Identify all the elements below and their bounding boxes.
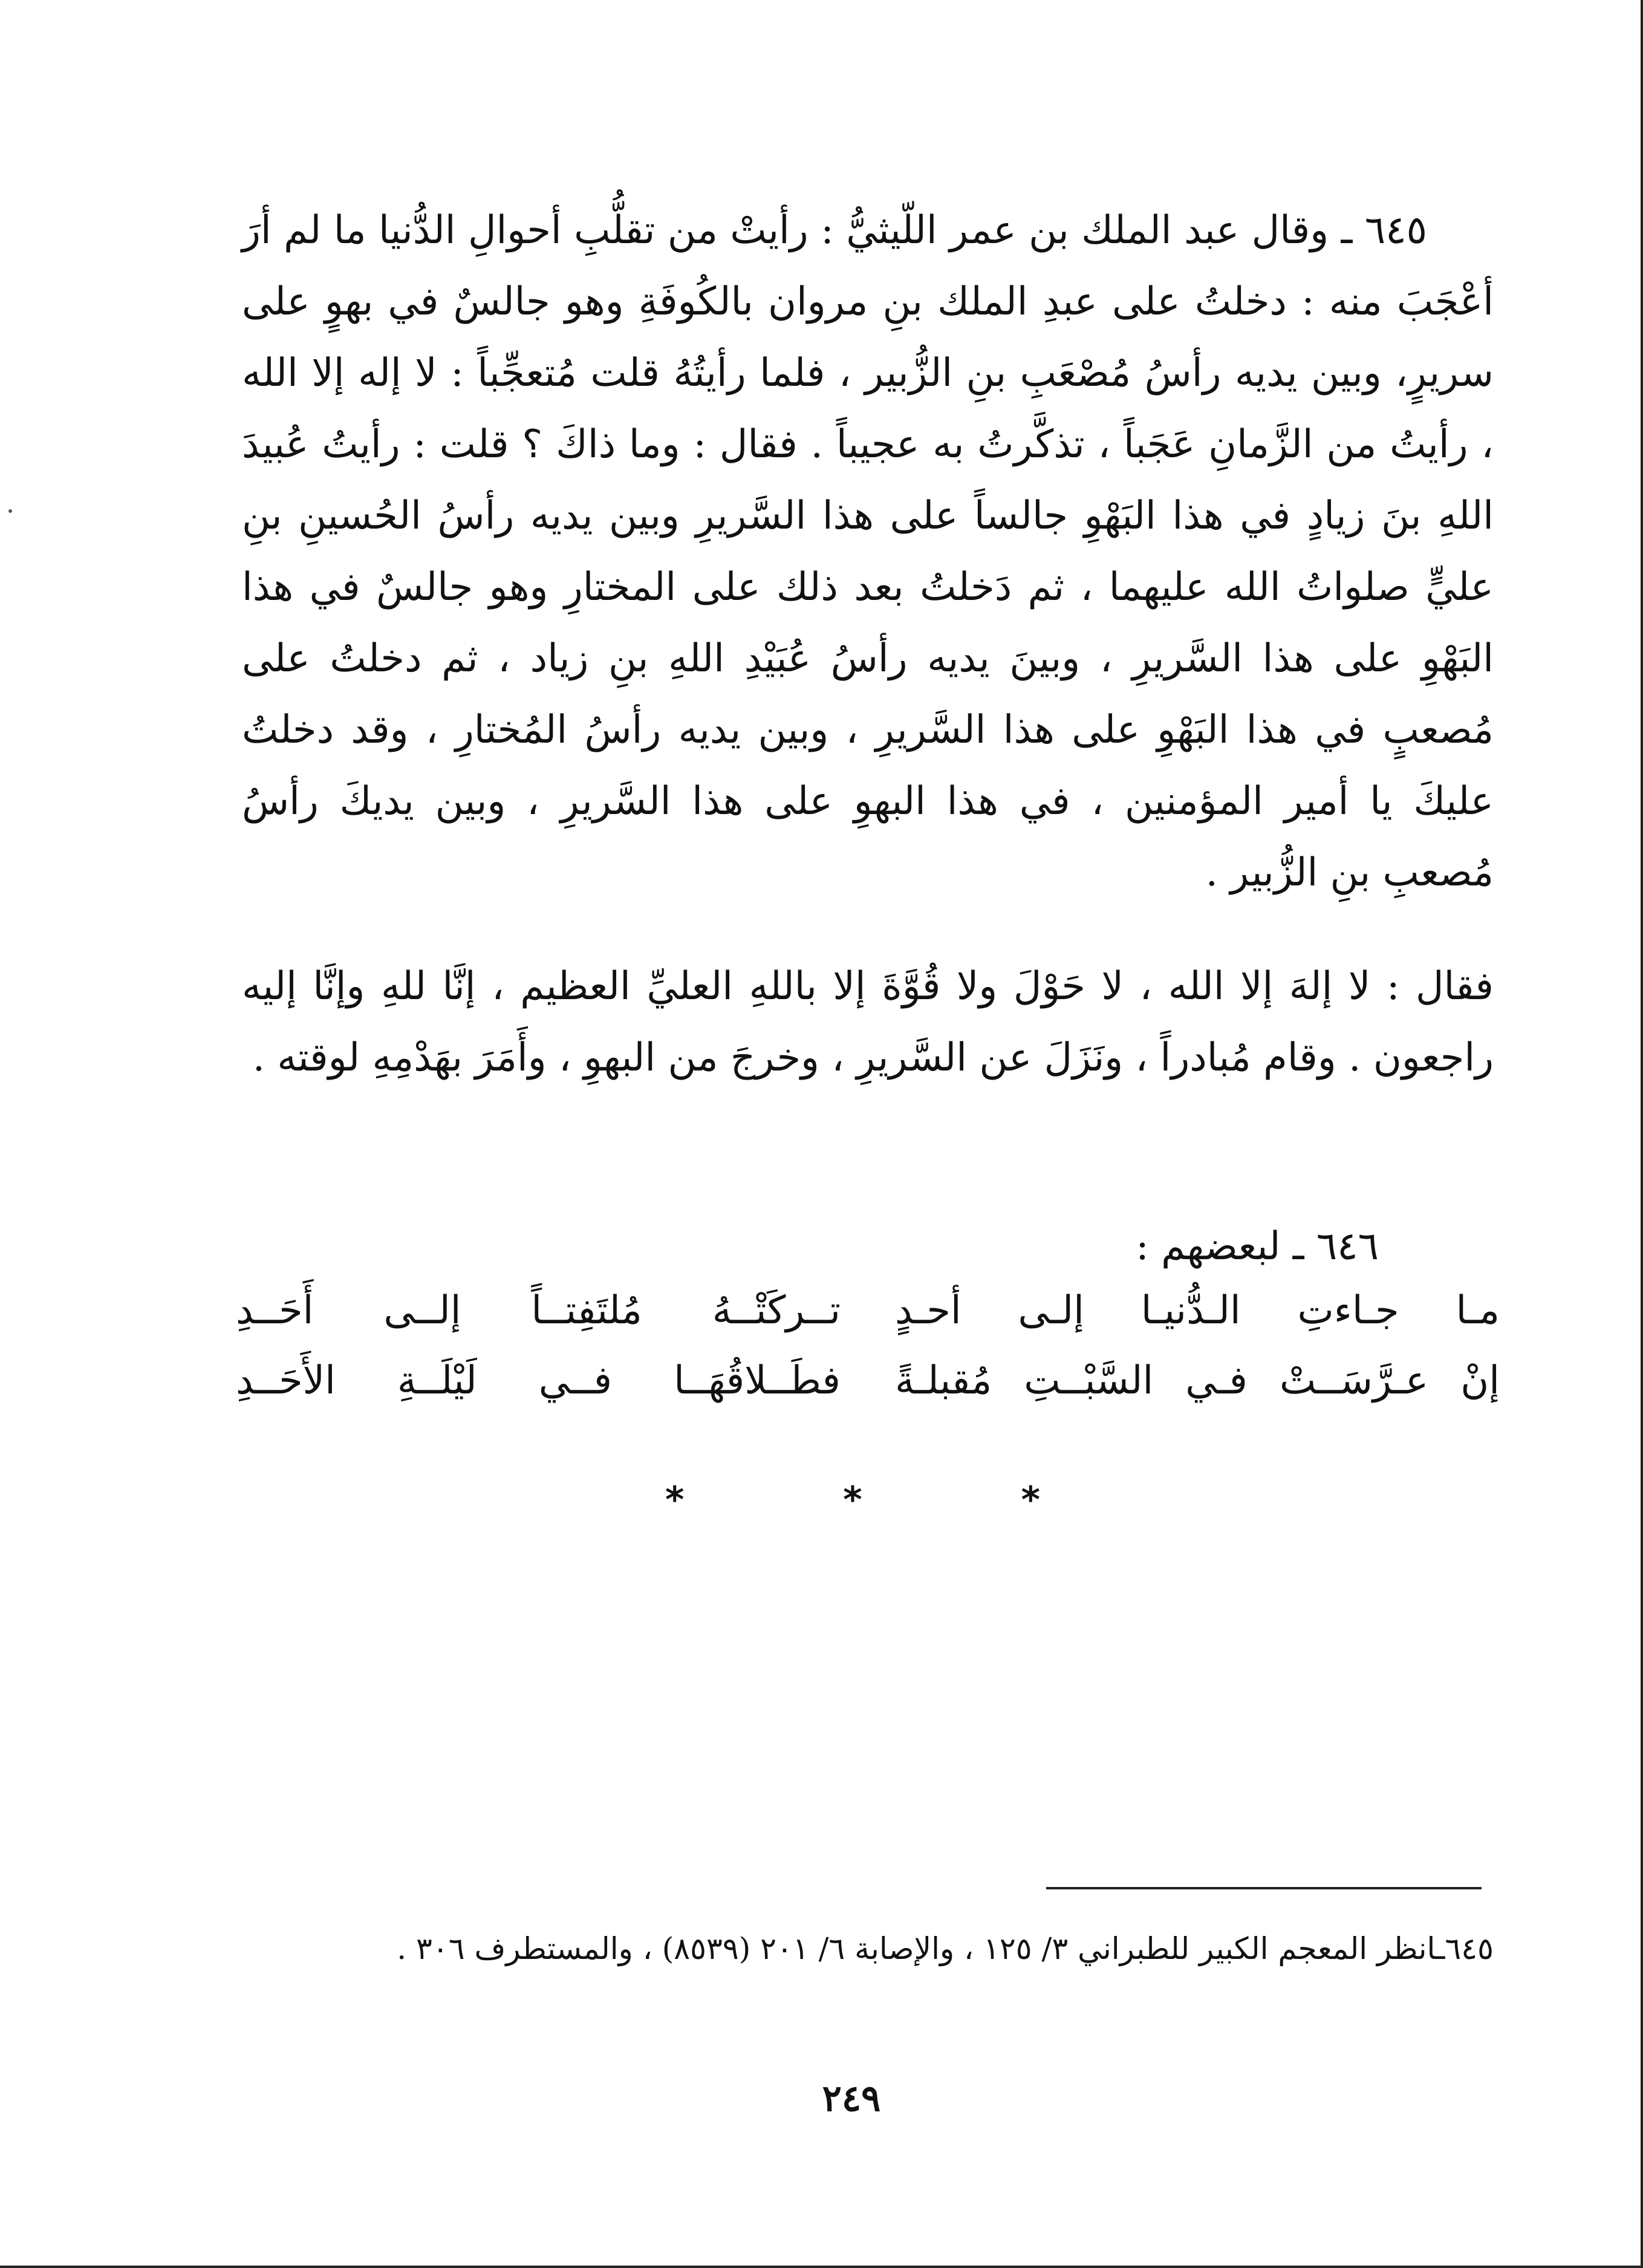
asterisk-ornament: * xyxy=(665,1479,685,1521)
asterisk-ornament: * xyxy=(843,1479,862,1521)
poem-verse xyxy=(236,1277,1500,1344)
verse-first-hemistich: إنْ عـرَّسَــتْ فـي السَّبْــتِ مُقبلـةً xyxy=(895,1358,1500,1403)
section-separator xyxy=(665,1476,1040,1524)
poem-verse xyxy=(236,1347,1500,1414)
entry-646-heading: ٦٤٦ ـ لبعضهم : xyxy=(1136,1224,1379,1269)
verse-first-hemistich: مـا جـاءتِ الـدُّنيـا إلـى أحـدٍ xyxy=(895,1288,1500,1333)
footnote-645: ٦٤٥ـانظر المعجم الكبير للطبراني ٣/ ١٢٥ ، والإصابة ٦/ ٢٠١ (٨٥٣٩) ، والمستطرف ٣٠٦ . xyxy=(397,1931,1494,1966)
paragraph-645-continuation: فقال : لا إلهَ إلا الله ، لا حَوْلَ ولا قُوَّةَ إلا باللهِ العليِّ العظيم ، إنَّا للهِ وإنَّا إليه راجعون . وقام مُبادراً ، ونَزَلَ عن السَّريرِ ، وخرجَ من البهوِ ، وأَمَرَ بهَدْمِهِ لوقته . xyxy=(242,964,1494,1080)
page-number: ٢٤٩ xyxy=(822,2077,881,2120)
scan-speck xyxy=(8,509,12,513)
verse-second-hemistich: تــركَتْــهُ مُلتَفِتــاً إلــى أَحَــدِ xyxy=(236,1288,841,1333)
paragraph-645: ٦٤٥ ـ وقال عبد الملك بن عمر اللّيثيُّ : رأيتْ من تقلُّبِ أحوالِ الدُّنيا ما لم أرَ أعْجَبَ منه : دخلتُ على عبدِ الملك بنِ مروان بالكُوفَةِ وهو جالسٌ في بهوٍ على سريرٍ، وبين يديه رأسُ مُصْعَبِ بنِ الزُّبير ، فلما رأيتُهُ قلت مُتعجِّباً : لا إله إلا الله ، رأيتُ من الزَّمانِ عَجَباً ، تذكَّرتُ به عجيباً . فقال : وما ذاكَ ؟ قلت : رأيتُ عُبيدَ اللهِ بنَ زيادٍ في هذا البَهْوِ جالساً على هذا السَّريرِ وبين يديه رأسُ الحُسينِ بنِ عليٍّ صلواتُ الله عليهما ، ثم دَخلتُ بعد ذلك على المختارِ وهو جالسٌ في هذا البَهْوِ على هذا السَّريرِ ، وبينَ يديه رأسُ عُبَيْدِ اللهِ بنِ زياد ، ثم دخلتُ على مُصعبٍ في هذا البَهْوِ على هذا السَّريرِ ، وبين يديه رأسُ المُختارِ ، وقد دخلتُ عليكَ يا أمير المؤمنين ، في هذا البهوِ على هذا السَّريرِ ، وبين يديكَ رأسُ مُصعبِ بنِ الزُّبير . xyxy=(242,208,1494,895)
footnote-divider xyxy=(1046,1887,1482,1889)
verse-second-hemistich: فطَــلاقُهَــا فــي لَيْلَــةِ الأَحَــدِ xyxy=(236,1358,841,1403)
asterisk-ornament: * xyxy=(1021,1479,1040,1521)
